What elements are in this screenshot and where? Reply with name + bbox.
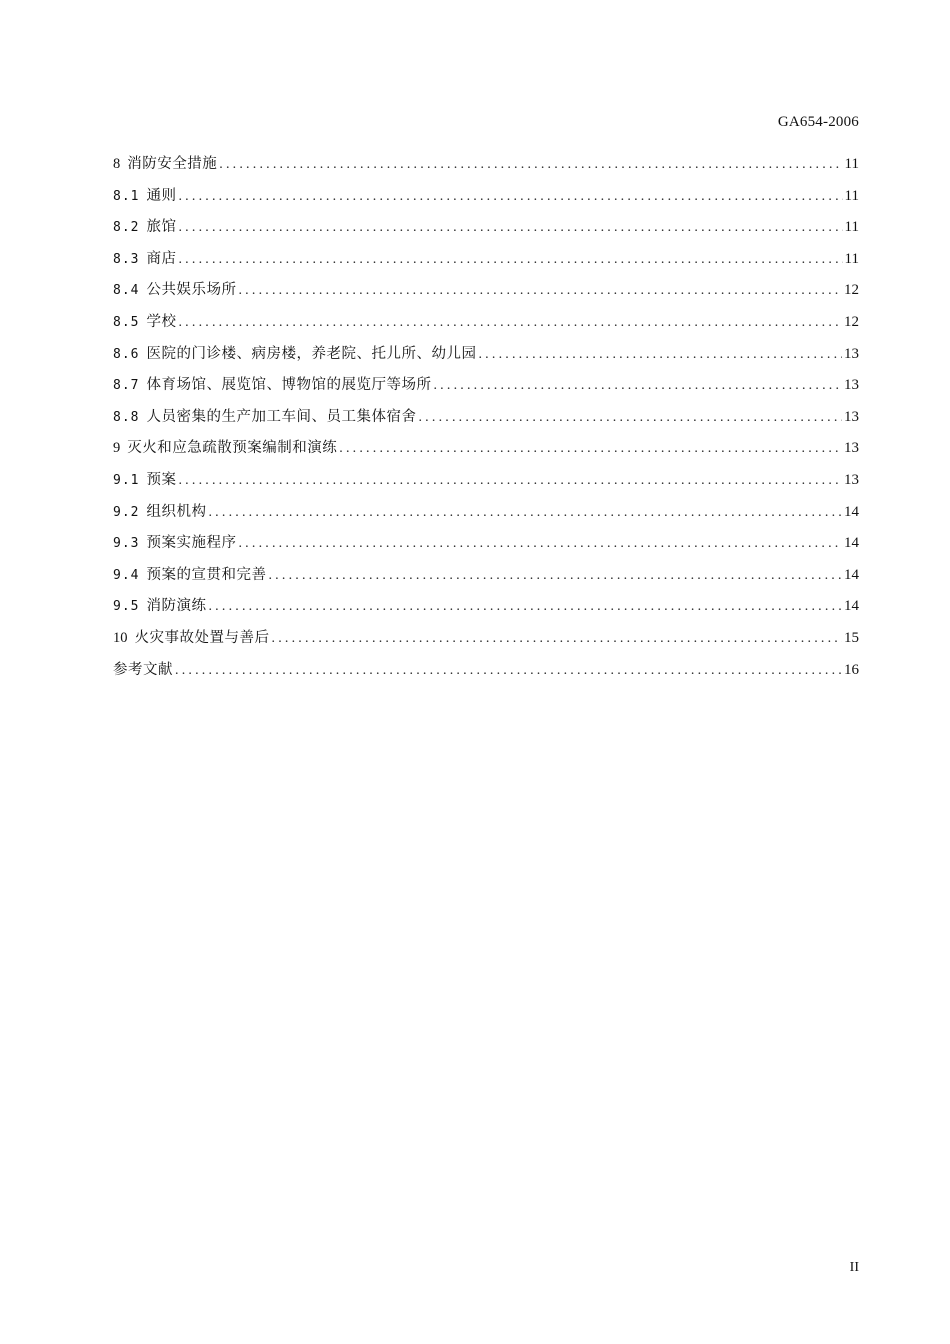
toc-entry[interactable]: [113, 500, 859, 532]
toc-entry-page: 14: [844, 535, 859, 552]
toc-entry-page: 11: [844, 250, 859, 267]
toc-entry-number: 8.2: [113, 220, 140, 236]
toc-entry-number: 8: [113, 156, 121, 172]
toc-entry-title: 灭火和应急疏散预案编制和演练: [127, 440, 338, 457]
toc-entry-title: 人员密集的生产加工车间、员工集体宿舍: [146, 408, 417, 425]
toc-entry-page: 11: [844, 156, 859, 172]
toc-entry-title: 消防演练: [146, 598, 207, 615]
toc-entry-number: 8.3: [113, 251, 140, 267]
toc-entry-page: 11: [844, 187, 859, 204]
toc-entry[interactable]: [113, 184, 859, 216]
toc-entry-number: 9.3: [113, 536, 140, 552]
toc-dot-leader: [178, 252, 842, 268]
table-of-contents: [113, 152, 859, 689]
toc-entry-page: 14: [844, 566, 859, 583]
toc-entry[interactable]: [113, 278, 859, 310]
toc-entry-page: 12: [844, 313, 859, 330]
toc-dot-leader: [418, 410, 842, 426]
toc-dot-leader: [175, 663, 842, 679]
toc-dot-leader: [208, 599, 842, 615]
toc-entry[interactable]: [113, 405, 859, 437]
toc-entry[interactable]: [113, 468, 859, 500]
toc-dot-leader: [272, 631, 843, 647]
toc-entry[interactable]: [113, 310, 859, 342]
toc-entry-number: 10: [113, 629, 128, 646]
toc-entry-page: 12: [844, 282, 859, 299]
toc-entry-page: 11: [844, 219, 859, 236]
toc-dot-leader: [219, 157, 842, 173]
toc-entry-title: 商店: [146, 250, 177, 267]
toc-entry-title: 消防安全措施: [127, 156, 218, 172]
toc-dot-leader: [238, 283, 842, 299]
toc-dot-leader: [238, 536, 842, 552]
toc-entry[interactable]: [113, 247, 859, 279]
toc-entry-number: 8.7: [113, 378, 140, 394]
toc-entry-title: 体育场馆、展览馆、博物馆的展览厅等场所: [146, 377, 432, 394]
toc-entry[interactable]: [113, 626, 859, 658]
toc-entry[interactable]: [113, 152, 859, 184]
toc-entry-page: 13: [844, 471, 859, 488]
toc-entry-number: 8.6: [113, 346, 140, 362]
toc-entry-title: 火灾事故处置与善后: [134, 629, 270, 646]
toc-entry-page: 14: [844, 598, 859, 615]
toc-entry-page: 13: [844, 440, 859, 457]
toc-entry[interactable]: [113, 436, 859, 468]
toc-entry-title: 预案: [146, 471, 177, 488]
toc-entry-number: 9.2: [113, 504, 140, 520]
toc-entry-number: 9.1: [113, 472, 140, 488]
toc-entry-page: 15: [844, 629, 859, 646]
toc-entry[interactable]: [113, 531, 859, 563]
toc-entry-number: 9.5: [113, 599, 140, 615]
toc-entry-page: 16: [844, 661, 859, 678]
toc-entry-title: 公共娱乐场所: [146, 282, 237, 299]
toc-entry-title: 旅馆: [146, 219, 177, 236]
toc-dot-leader: [433, 378, 842, 394]
toc-entry[interactable]: [113, 373, 859, 405]
toc-entry-number: 9: [113, 440, 121, 457]
toc-entry[interactable]: [113, 342, 859, 374]
toc-entry-number: 8.8: [113, 409, 140, 425]
toc-entry-title: 预案实施程序: [146, 535, 237, 552]
toc-entry-title: 参考文献: [113, 661, 173, 678]
toc-entry-number: 9.4: [113, 567, 140, 583]
document-code: GA654-2006: [777, 114, 859, 130]
toc-entry-title: 医院的门诊楼、病房楼，养老院、托儿所、幼儿园: [146, 345, 477, 362]
toc-entry-page: 13: [844, 377, 859, 394]
toc-entry-page: 13: [844, 345, 859, 362]
toc-entry[interactable]: [113, 658, 859, 690]
toc-entry-title: 预案的宣贯和完善: [146, 566, 267, 583]
toc-entry[interactable]: [113, 594, 859, 626]
toc-dot-leader: [339, 441, 842, 457]
toc-entry-number: 8.5: [113, 314, 140, 330]
toc-entry-title: 通则: [146, 187, 177, 204]
toc-entry-title: 组织机构: [146, 503, 207, 520]
toc-dot-leader: [178, 473, 842, 489]
toc-dot-leader: [208, 505, 842, 521]
toc-entry-title: 学校: [146, 313, 177, 330]
page-number: II: [849, 1260, 859, 1275]
toc-dot-leader: [178, 315, 842, 331]
toc-entry-number: 8.1: [113, 188, 140, 204]
toc-dot-leader: [268, 568, 842, 584]
toc-entry[interactable]: [113, 215, 859, 247]
toc-entry-page: 14: [844, 503, 859, 520]
toc-entry[interactable]: [113, 563, 859, 595]
toc-entry-page: 13: [844, 408, 859, 425]
toc-dot-leader: [178, 220, 842, 236]
toc-dot-leader: [478, 347, 842, 363]
toc-entry-number: 8.4: [113, 283, 140, 299]
toc-dot-leader: [178, 189, 842, 205]
